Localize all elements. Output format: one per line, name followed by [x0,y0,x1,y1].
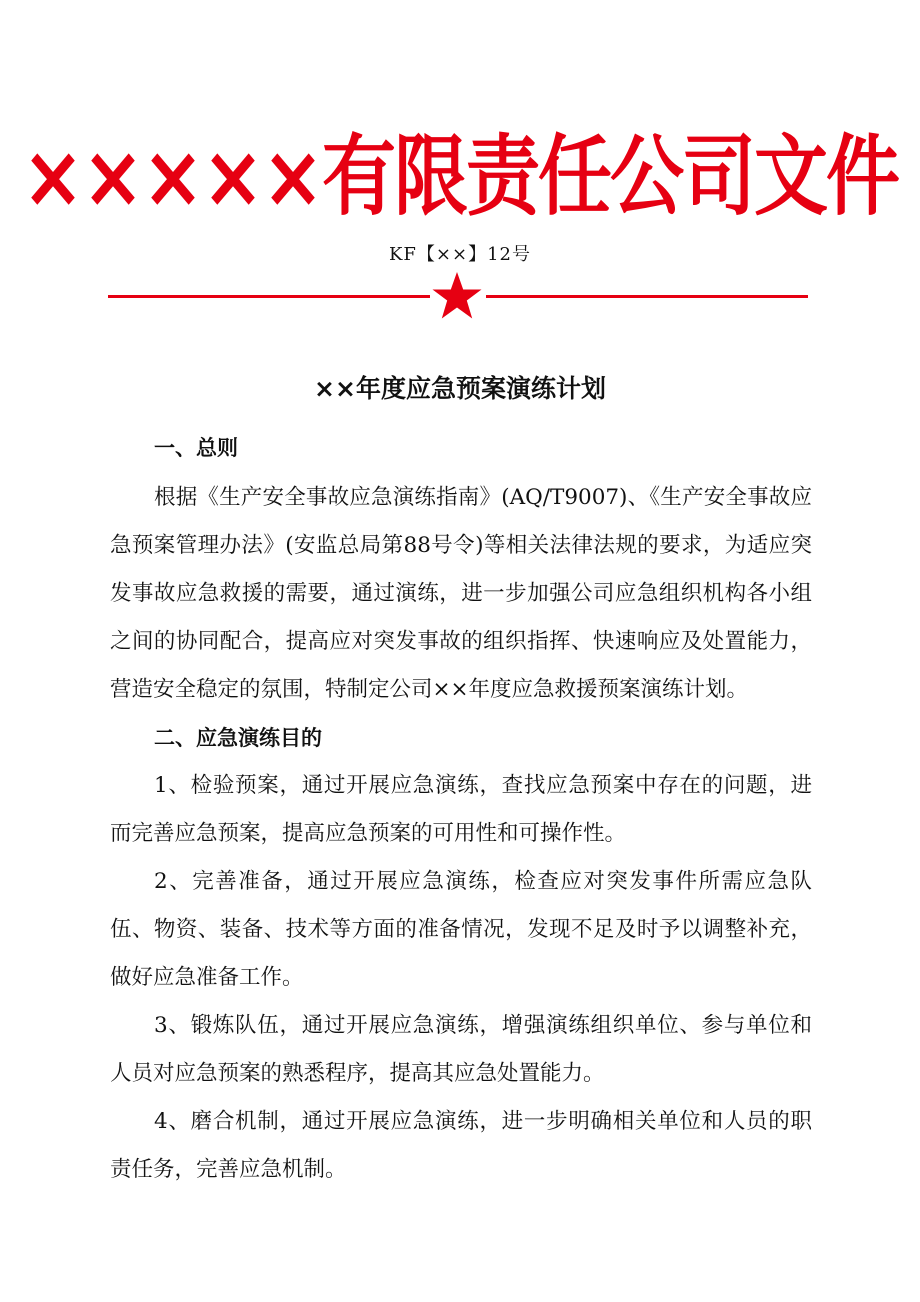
section-heading-general: 一、总则 [154,436,238,460]
section-general-body [110,474,812,714]
divider-line-right [486,295,808,298]
document-header-title: ×××××有限责任公司文件 [21,126,899,228]
star-icon [431,270,483,322]
plan-title: ××年度应急预案演练计划 [314,374,606,403]
paragraph: 根据《生产安全事故应急演练指南》(AQ/T9007)、《生产安全事故应急预案管理办法》(安监总局第88号令)等相关法律法规的要求，为适应突发事故应急救援的需要，通过演练，进一步加强公司应急组织机构各小组之间的协同配合，提高应对突发事故的组织指挥、快速响应及处置能力，营造安全稳定的氛围，特制定公司××年度应急救援预案演练计划。 [110,485,812,702]
paragraph-item-4: 4、磨合机制，通过开展应急演练，进一步明确相关单位和人员的职责任务，完善应急机制。 [110,1109,812,1182]
section-heading-purpose: 二、应急演练目的 [154,726,322,750]
divider-line-left [108,295,430,298]
section-purpose-body [110,762,812,1194]
paragraph-item-3: 3、锻炼队伍，通过开展应急演练，增强演练组织单位、参与单位和人员对应急预案的熟悉程序，提高其应急处置能力。 [110,1013,812,1086]
document-number: KF【××】12号 [388,244,531,265]
paragraph-item-1: 1、检验预案，通过开展应急演练，查找应急预案中存在的问题，进而完善应急预案，提高应急预案的可用性和可操作性。 [110,773,812,846]
paragraph-item-2: 2、完善准备，通过开展应急演练，检查应对突发事件所需应急队伍、物资、装备、技术等方面的准备情况，发现不足及时予以调整补充，做好应急准备工作。 [110,869,812,990]
header-divider [108,270,808,326]
